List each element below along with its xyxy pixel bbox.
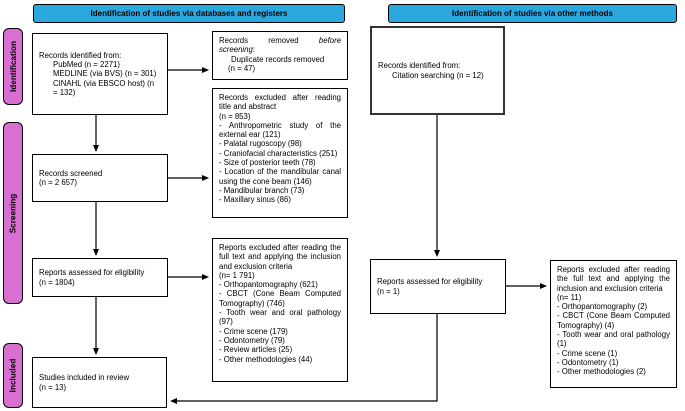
excluded-item: - Location of the mandibular canal using the cone beam (146): [219, 167, 341, 186]
excluded-item: - Orthopantomography (2): [557, 302, 648, 312]
text-line: MEDLINE (via BVS) (n = 301): [53, 69, 157, 79]
excluded-item: - Tooth wear and oral pathology (1): [557, 330, 670, 349]
text-line: Citation searching (n = 12): [392, 70, 484, 80]
excluded-item: - Craniofacial characteristics (251): [219, 148, 338, 158]
stage-screening: [3, 122, 23, 304]
text-line: (n = 1): [377, 286, 400, 296]
stage-included: [3, 343, 23, 408]
text-paragraph: Records excluded after reading title and abstract: [219, 93, 341, 112]
box-records-removed: [212, 31, 348, 80]
stage-screening-label: Screening: [8, 193, 18, 233]
text-line: Records identified from:: [39, 50, 122, 60]
header-other-methods: Identification of studies via other methods: [388, 4, 677, 23]
excluded-item: - Orthopantomography (621): [219, 280, 318, 290]
excluded-item: - Size of posterior teeth (78): [219, 158, 316, 168]
text-line: (n = 47): [228, 63, 256, 73]
text-line: Records identified from:: [378, 61, 461, 71]
text-line: Reports assessed for eligibility: [39, 268, 145, 278]
excluded-item: - Crime scene (1): [557, 348, 618, 358]
stage-identification-label: Identification: [8, 41, 18, 92]
text-line: (n = 13): [39, 382, 67, 392]
text-paragraph: Reports excluded after reading the full text and applying the inclusion and exclusion criteria: [557, 265, 670, 293]
excluded-item: - Other methodologies (44): [219, 354, 313, 364]
text-paragraph: Records removed before screening:: [219, 36, 341, 55]
excluded-item: - CBCT (Cone Beam Computed Tomography) (746): [219, 289, 341, 308]
text-paragraph: Reports excluded after reading the full text and applying the inclusion and exclusion criteria: [219, 243, 341, 271]
stage-identification: [3, 28, 23, 105]
excluded-item: - Odontometry (1): [557, 357, 619, 367]
excluded-item: - CBCT (Cone Beam Computed Tomography) (4): [557, 311, 670, 330]
box-records-identified-other: [370, 26, 505, 115]
excluded-item: - Crime scene (179): [219, 326, 288, 336]
box-reports-excluded-databases: [212, 238, 348, 382]
text-line: (n = 2 657): [39, 178, 77, 187]
excluded-item: - Palatal rugoscopy (98): [219, 139, 302, 149]
text-line: Studies included in review: [39, 373, 130, 383]
box-reports-assessed-other: [370, 259, 506, 314]
stage-included-label: Included: [8, 358, 18, 393]
text-line: Reports assessed for eligibility: [377, 277, 483, 287]
box-records-excluded: [212, 88, 348, 218]
box-records-screened: [32, 154, 168, 202]
text-line: (n= 11): [557, 292, 582, 302]
box-reports-excluded-other: [550, 260, 677, 388]
excluded-item: - Review articles (25): [219, 345, 293, 355]
box-reports-assessed-databases: [32, 258, 168, 297]
text-line: Records screened: [39, 168, 103, 178]
excluded-item: - Mandibular branch (73): [219, 185, 305, 195]
excluded-item: - Other methodologies (2): [557, 367, 646, 377]
text-line: Duplicate records removed: [231, 54, 325, 64]
excluded-item: - Odontometry (79): [219, 335, 285, 345]
text-line: (n = 853): [219, 111, 251, 121]
text-line: CINAHL (via EBSCO host) (n: [53, 78, 155, 88]
excluded-item: - Maxillary sinus (86): [219, 195, 291, 205]
box-studies-included: [32, 357, 167, 408]
excluded-item: - Tooth wear and oral pathology (97): [219, 308, 341, 327]
text-line: = 132): [53, 87, 76, 97]
text-line: (n= 1 791): [219, 270, 255, 280]
text-line: (n = 1804): [39, 277, 75, 287]
header-databases-registers: Identification of studies via databases and registers: [33, 4, 345, 23]
box-records-identified-databases: [32, 33, 168, 115]
text-line: PubMed (n = 2271): [53, 60, 120, 70]
excluded-item: - Anthropometric study of the external ear (121): [219, 120, 341, 140]
